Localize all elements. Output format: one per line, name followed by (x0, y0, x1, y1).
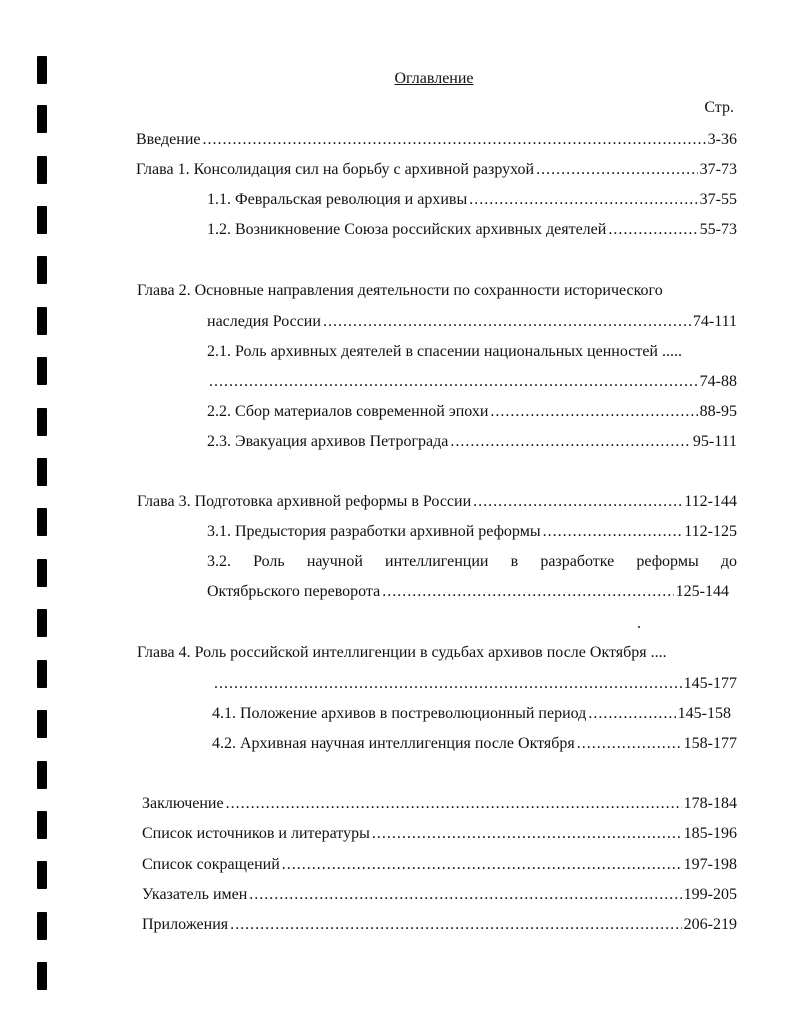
toc-leader (226, 794, 682, 814)
binding-mark (37, 458, 47, 486)
toc-leader (490, 402, 697, 422)
binding-mark (37, 660, 47, 688)
toc-label: 2.2. Сбор материалов современной эпохи (207, 403, 489, 420)
binding-mark (37, 105, 47, 133)
toc-entry-chapter-1[interactable] (136, 160, 737, 180)
toc-leader (608, 220, 697, 240)
toc-leader (382, 582, 673, 602)
binding-mark (37, 559, 47, 587)
toc-page: 125-144 (675, 583, 729, 600)
toc-entry-3-2-line-1[interactable] (207, 552, 737, 572)
toc-entry-abbreviations[interactable] (142, 855, 737, 875)
toc-entry-1-2[interactable] (207, 220, 737, 240)
toc-word: реформы (636, 553, 699, 570)
binding-mark (37, 256, 47, 284)
toc-page: 112-144 (684, 493, 737, 510)
toc-label: Глава 2. Основные направления деятельности по сохранности исторического (137, 282, 663, 299)
toc-leader (209, 372, 698, 392)
toc-label: Заключение (142, 795, 224, 812)
toc-entry-4-2[interactable] (212, 734, 737, 754)
toc-label: Список источников и литературы (142, 825, 370, 842)
toc-entry-3-2[interactable] (207, 582, 729, 602)
toc-page: 88-95 (699, 403, 737, 420)
toc-page: 178-184 (683, 795, 737, 812)
binding-mark (37, 357, 47, 385)
binding-mark (37, 962, 47, 990)
toc-page: 74-111 (692, 313, 737, 330)
toc-leader (473, 492, 682, 512)
binding-mark (37, 307, 47, 335)
binding-mark (37, 156, 47, 184)
toc-word: научной (306, 553, 363, 570)
toc-page: 145-177 (683, 675, 737, 692)
page-column-header: Стр. (704, 99, 734, 116)
toc-entry-appendices[interactable] (142, 915, 737, 935)
binding-mark (37, 508, 47, 536)
toc-leader (282, 855, 682, 875)
toc-label: 1.2. Возникновение Союза российских архивных деятелей (207, 221, 607, 238)
binding-mark (37, 609, 47, 637)
toc-page: 37-73 (699, 161, 737, 178)
toc-leader (249, 885, 681, 905)
toc-label: 1.1. Февральская революция и архивы (207, 191, 468, 208)
page-title: Оглавление (394, 70, 474, 87)
toc-page: 112-125 (684, 523, 737, 540)
toc-leader (214, 674, 682, 694)
binding-mark (37, 206, 47, 234)
toc-label: Введение (136, 131, 201, 148)
toc-entry-1-1[interactable] (207, 190, 737, 210)
toc-entry-chapter-3[interactable] (137, 492, 737, 512)
toc-leader (577, 734, 682, 754)
toc-entry-chapter-2[interactable] (207, 312, 737, 332)
toc-label: 4.1. Положение архивов в постреволюционный период (212, 705, 587, 722)
toc-word: Роль (253, 553, 285, 570)
toc-page: 197-198 (683, 856, 737, 873)
toc-label: Глава 1. Консолидация сил на борьбу с архивной разрухой (136, 161, 535, 178)
speck (638, 626, 640, 628)
toc-entry-chapter-4-line-1[interactable] (137, 643, 737, 663)
toc-word: интеллигенции (385, 553, 489, 570)
toc-page: 158-177 (683, 735, 737, 752)
toc-label: Приложения (142, 916, 229, 933)
toc-label: Список сокращений (142, 856, 280, 873)
toc-label: Указатель имен (142, 886, 248, 903)
toc-entry-sources[interactable] (142, 824, 737, 844)
toc-page: 37-55 (699, 191, 737, 208)
binding-mark (37, 912, 47, 940)
toc-leader (372, 824, 682, 844)
toc-label: Глава 3. Подготовка архивной реформы в России (137, 493, 472, 510)
binding-mark (37, 861, 47, 889)
toc-leader (323, 312, 691, 332)
toc-page: 74-88 (699, 373, 737, 390)
toc-leader (450, 432, 691, 452)
toc-label: 3.1. Предыстория разработки архивной реформы (207, 523, 541, 540)
toc-entry-chapter-2-line-1[interactable] (137, 281, 719, 301)
toc-entry-4-1[interactable] (212, 704, 731, 724)
toc-entry-2-1[interactable] (207, 372, 737, 392)
toc-page: 3-36 (707, 131, 737, 148)
toc-label: наследия России (207, 313, 321, 330)
toc-page: 95-111 (692, 433, 737, 450)
toc-word: разработке (540, 553, 615, 570)
toc-page: 55-73 (699, 221, 737, 238)
toc-leader (543, 522, 683, 542)
toc-leader (469, 190, 697, 210)
binding-mark (37, 811, 47, 839)
toc-entry-2-2[interactable] (207, 402, 737, 422)
binding-mark (37, 710, 47, 738)
toc-page: 206-219 (683, 916, 737, 933)
toc-entry-3-1[interactable] (207, 522, 737, 542)
toc-word: до (720, 553, 737, 570)
toc-word: в (510, 553, 519, 570)
binding-mark (37, 761, 47, 789)
binding-mark (37, 408, 47, 436)
toc-label: Октябрьского переворота (207, 583, 381, 600)
toc-leader (203, 130, 706, 150)
toc-page: 199-205 (683, 886, 737, 903)
toc-entry-2-1-line-1[interactable] (207, 342, 737, 362)
toc-leader (536, 160, 698, 180)
toc-entry-2-3[interactable] (207, 432, 737, 452)
toc-leader (588, 704, 675, 724)
toc-label: 2.1. Роль архивных деятелей в спасении национальных ценностей ..... (207, 343, 682, 360)
toc-entry-name-index[interactable] (142, 885, 737, 905)
toc-leader (230, 915, 682, 935)
toc-entry-intro[interactable] (136, 130, 737, 150)
toc-entry-conclusion[interactable] (142, 794, 737, 814)
toc-word: 3.2. (207, 553, 231, 570)
toc-label: 2.3. Эвакуация архивов Петрограда (207, 433, 449, 450)
toc-entry-chapter-4[interactable] (212, 674, 737, 694)
toc-label: Глава 4. Роль российской интеллигенции в судьбах архивов после Октября .... (137, 644, 667, 661)
toc-page: 145-158 (677, 705, 731, 722)
toc-page: 185-196 (683, 825, 737, 842)
toc-label: 4.2. Архивная научная интеллигенция после Октября (212, 735, 575, 752)
